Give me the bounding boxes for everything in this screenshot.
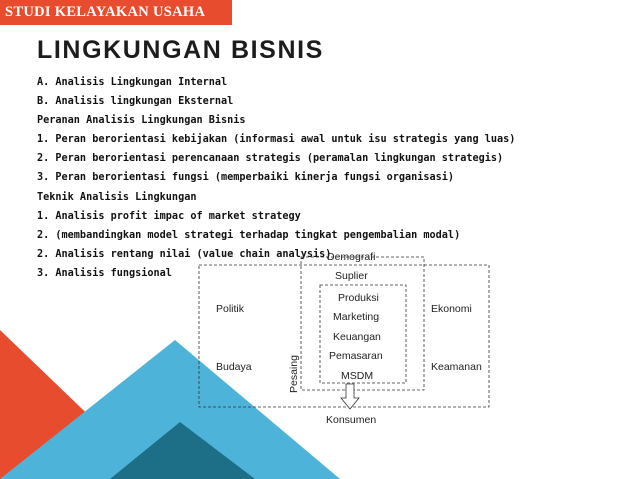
down-arrow-icon bbox=[341, 384, 359, 409]
content-line: 2. Analisis rentang nilai (value chain analysis) bbox=[37, 248, 332, 260]
label-demografi: Demografi bbox=[327, 251, 376, 263]
content-line: Peranan Analisis Lingkungan Bisnis bbox=[37, 115, 246, 127]
label-keamanan: Keamanan bbox=[431, 361, 482, 373]
label-politik: Politik bbox=[216, 303, 245, 315]
content-line: 1. Analisis profit impac of market strategy bbox=[37, 210, 301, 222]
content-line: 3. Analisis fungsional bbox=[37, 267, 172, 279]
label-keuangan: Keuangan bbox=[333, 331, 381, 343]
content-line: A. Analisis Lingkungan Internal bbox=[37, 77, 228, 88]
content-line: 1. Peran berorientasi kebijakan (informasi awal untuk isu strategis yang luas) bbox=[37, 134, 516, 146]
label-budaya: Budaya bbox=[216, 361, 252, 373]
content-line: 3. Peran berorientasi fungsi (memperbaiki kinerja fungsi organisasi) bbox=[37, 172, 455, 184]
label-konsumen: Konsumen bbox=[326, 414, 377, 426]
content-line: 2. (membandingkan model strategi terhadap tingkat pengembalian modal) bbox=[37, 229, 461, 241]
label-produksi: Produksi bbox=[338, 292, 379, 304]
label-marketing: Marketing bbox=[333, 311, 380, 323]
label-pesaing: Pesaing bbox=[288, 355, 300, 393]
label-ekonomi: Ekonomi bbox=[431, 303, 472, 315]
content-line: Teknik Analisis Lingkungan bbox=[37, 191, 197, 203]
content-line: B. Analisis lingkungan Eksternal bbox=[37, 96, 234, 108]
label-pemasaran: Pemasaran bbox=[329, 350, 383, 362]
slide-title: LINGKUNGAN BISNIS bbox=[37, 36, 324, 64]
content-line: 2. Peran berorientasi perencanaan strategis (peramalan lingkungan strategis) bbox=[37, 153, 504, 165]
label-msdm: MSDM bbox=[341, 370, 374, 382]
label-supplier: Suplier bbox=[335, 270, 368, 282]
section-tag: STUDI KELAYAKAN USAHA bbox=[0, 0, 232, 25]
